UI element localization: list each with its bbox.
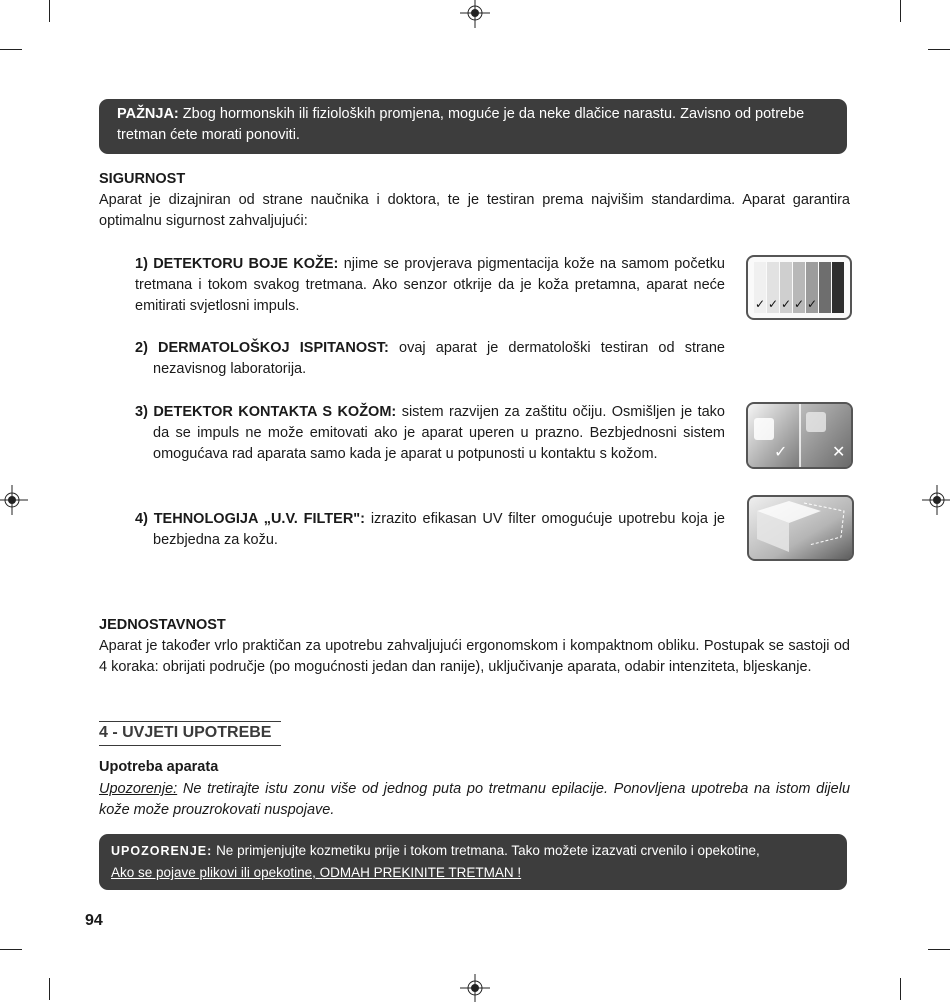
crop-mark bbox=[900, 978, 901, 1000]
item-text: sistem razvijen za zaštitu očiju. Osmišljen je tako da se impuls ne može emitovati ako je aparat uperen u prazno. Bezbjednosni sistem omogućava rad aparata samo kada je aparat u potpunosti u kontaktu s kožom. bbox=[153, 404, 725, 462]
skin-tone-chart bbox=[746, 255, 852, 320]
item-text: izrazito efikasan UV filter omogućuje upotrebu koja je bezbjedna za kožu. bbox=[153, 511, 725, 548]
registration-mark-icon bbox=[920, 485, 950, 515]
crop-mark bbox=[49, 0, 50, 22]
item-title: 2) DERMATOLOŠKOJ ISPITANOST: bbox=[135, 340, 389, 356]
crop-mark bbox=[0, 49, 22, 50]
skin-tone-checks bbox=[755, 297, 820, 311]
check-icon: ✓ bbox=[755, 297, 766, 311]
safety-item-1 bbox=[135, 254, 725, 317]
skin-tone-swatch bbox=[819, 262, 831, 313]
registration-mark-icon bbox=[460, 972, 490, 1002]
check-icon: ✓ bbox=[807, 297, 818, 311]
warning-box bbox=[99, 834, 847, 890]
item-title: 1) DETEKTORU BOJE KOŽE: bbox=[135, 256, 339, 272]
item-text: ovaj aparat je dermatološki testiran od strane nezavisnog laboratorija. bbox=[153, 340, 725, 377]
skin-contact-illustration bbox=[746, 402, 853, 469]
item-text: njime se provjerava pigmentacija kože na samom početku tretmana i tokom svakog tretmana. Ako senzor otkrije da je koža pretamna, aparat neće emitirati svjetlosni impuls. bbox=[135, 256, 725, 314]
check-icon: ✓ bbox=[774, 442, 788, 461]
crop-mark bbox=[49, 978, 50, 1000]
caution-paragraph bbox=[99, 779, 850, 821]
check-icon: ✓ bbox=[781, 297, 792, 311]
attention-note bbox=[99, 99, 847, 154]
uv-filter-illustration bbox=[747, 495, 854, 561]
safety-heading: SIGURNOST bbox=[99, 171, 186, 187]
warning-label: UPOZORENJE: bbox=[111, 844, 213, 858]
registration-mark-icon bbox=[0, 485, 30, 515]
check-icon: ✓ bbox=[794, 297, 805, 311]
attention-label: PAŽNJA: bbox=[117, 106, 179, 122]
safety-item-4 bbox=[135, 509, 725, 551]
safety-item-3 bbox=[135, 402, 725, 465]
crop-mark bbox=[900, 0, 901, 22]
attention-text: Zbog hormonskih ili fizioloških promjena, moguće je da neke dlačice narastu. Zavisno od potrebe tretman ćete morati ponoviti. bbox=[117, 106, 805, 143]
crop-mark bbox=[928, 49, 950, 50]
simplicity-heading: JEDNOSTAVNOST bbox=[99, 617, 226, 633]
skin-tone-swatch bbox=[832, 262, 844, 313]
item-title: 4) TEHNOLOGIJA „U.V. FILTER": bbox=[135, 511, 365, 527]
registration-mark-icon bbox=[460, 0, 490, 30]
usage-subheading: Upotreba aparata bbox=[99, 759, 219, 775]
caution-label: Upozorenje: bbox=[99, 781, 178, 797]
item-title: 3) DETEKTOR KONTAKTA S KOŽOM: bbox=[135, 404, 397, 420]
section-title: 4 - UVJETI UPOTREBE bbox=[99, 721, 281, 746]
safety-intro: Aparat je dizajniran od strane naučnika i doktora, te je testiran prema najvišim standardima. Aparat garantira optimalnu sigurnost zahvaljujući: bbox=[99, 192, 850, 229]
crop-mark bbox=[928, 949, 950, 950]
cross-icon: ✕ bbox=[832, 442, 846, 461]
warning-line2: Ako se pojave plikovi ili opekotine, ODMAH PREKINITE TRETMAN ! bbox=[111, 865, 522, 880]
warning-line1: Ne primjenjujte kozmetiku prije i tokom tretmana. Tako možete izazvati crvenilo i opekotine, bbox=[216, 843, 760, 858]
crop-mark bbox=[0, 949, 22, 950]
simplicity-text: Aparat je također vrlo praktičan za upotrebu zahvaljujući ergonomskom i kompaktnom obliku. Postupak se sastoji od 4 koraka: obrijati područje (po mogućnosti jedan dan ranije), uključivanje aparata, odabir intenziteta, bljeskanje. bbox=[99, 638, 850, 675]
safety-item-2 bbox=[135, 338, 725, 380]
page-number: 94 bbox=[85, 912, 103, 929]
caution-text: Ne tretirajte istu zonu više od jednog puta po tretmanu epilacije. Ponovljena upotreba na istom dijelu kože može prouzrokovati nuspojave. bbox=[99, 781, 851, 818]
check-icon: ✓ bbox=[768, 297, 779, 311]
